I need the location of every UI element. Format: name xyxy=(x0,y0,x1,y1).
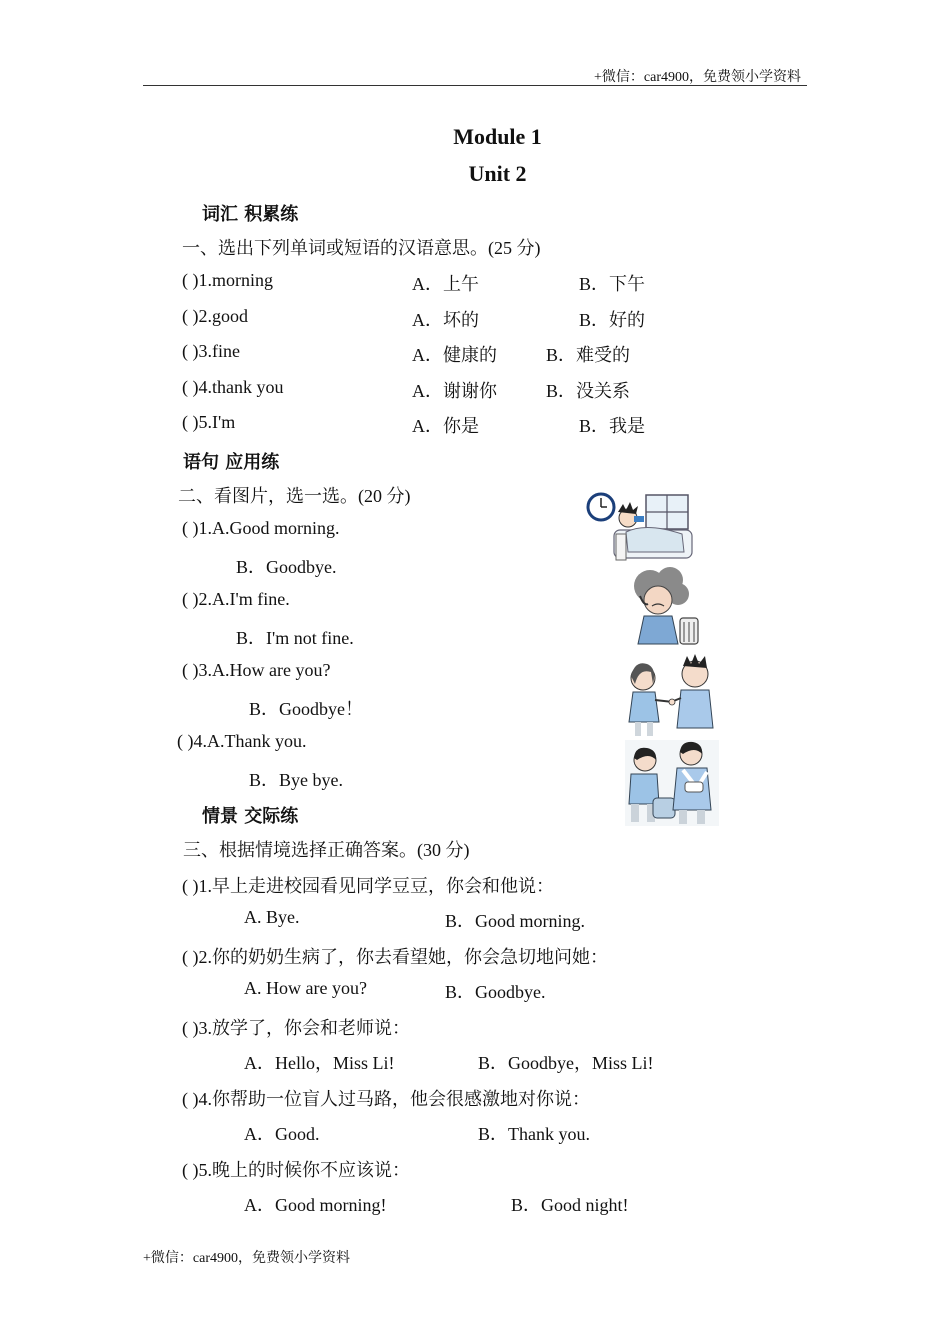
s1-q1-option-a: A．上午 xyxy=(412,274,479,294)
section2-heading: 语句 应用练 xyxy=(183,452,280,473)
s2-q4-option-b: B．Bye bye. xyxy=(249,770,343,790)
section3-instruction: 三、根据情境选择正确答案。(30 分) xyxy=(183,840,470,860)
s3-q4-option-b: B．Thank you. xyxy=(478,1124,590,1144)
s1-q4: ( )4.thank you xyxy=(182,377,284,397)
s1-q4-option-b: B．没关系 xyxy=(546,381,631,401)
s1-q3-option-b: B．难受的 xyxy=(546,345,631,365)
unit-title: Unit 2 xyxy=(468,161,527,186)
s1-q2: ( )2.good xyxy=(182,306,248,326)
s2-q2: ( )2.A.I'm fine. xyxy=(182,589,290,609)
s1-q5-option-b: B．我是 xyxy=(579,416,646,436)
s3-q5: ( )5.晚上的时候你不应该说： xyxy=(182,1160,410,1180)
s3-q3-option-b: B．Goodbye，Miss Li! xyxy=(478,1053,654,1073)
s1-q5-option-a: A．你是 xyxy=(412,416,479,436)
s1-q5: ( )5.I'm xyxy=(182,412,236,432)
section3-heading: 情景 交际练 xyxy=(202,806,299,827)
s2-q3-option-b: B．Goodbye！ xyxy=(249,699,363,719)
greeting-illustration xyxy=(625,650,721,738)
header-watermark: +微信：car4900，免费领小学资料 xyxy=(594,70,801,85)
section1-instruction: 一、选出下列单词或短语的汉语意思。(25 分) xyxy=(182,238,541,258)
wake-up-illustration xyxy=(586,490,694,562)
module-title: Module 1 xyxy=(453,124,542,149)
s2-q4: ( )4.A.Thank you. xyxy=(177,731,307,751)
section2-instruction: 二、看图片，选一选。(20 分) xyxy=(178,486,411,506)
footer-watermark: +微信：car4900，免费领小学资料 xyxy=(143,1251,350,1266)
s2-q2-option-b: B．I'm not fine. xyxy=(236,628,354,648)
s3-q1: ( )1.早上走进校园看见同学豆豆，你会和他说： xyxy=(182,876,554,896)
s3-q3-option-a: A．Hello，Miss Li! xyxy=(244,1053,395,1073)
s3-q4: ( )4.你帮助一位盲人过马路，他会很感激地对你说： xyxy=(182,1089,590,1109)
s2-q1: ( )1.A.Good morning. xyxy=(182,518,340,538)
header-divider xyxy=(143,85,807,86)
s1-q3: ( )3.fine xyxy=(182,341,240,361)
s3-q4-option-a: A．Good. xyxy=(244,1124,320,1144)
s3-q1-option-a: A. Bye. xyxy=(244,907,300,927)
s1-q3-option-a: A．健康的 xyxy=(412,345,497,365)
s1-q1-option-b: B．下午 xyxy=(579,274,646,294)
s3-q2: ( )2.你的奶奶生病了，你去看望她，你会急切地问她： xyxy=(182,947,608,967)
s2-q1-option-b: B．Goodbye. xyxy=(236,557,337,577)
s1-q2-option-a: A．坏的 xyxy=(412,310,479,330)
s1-q2-option-b: B．好的 xyxy=(579,310,646,330)
s3-q3: ( )3.放学了，你会和老师说： xyxy=(182,1018,410,1038)
s3-q5-option-b: B．Good night! xyxy=(511,1195,629,1215)
helping-friend-illustration xyxy=(625,740,719,826)
s2-q3: ( )3.A.How are you? xyxy=(182,660,331,680)
s3-q2-option-a: A. How are you? xyxy=(244,978,367,998)
sick-girl-illustration xyxy=(626,566,702,646)
s1-q4-option-a: A．谢谢你 xyxy=(412,381,497,401)
s3-q5-option-a: A．Good morning! xyxy=(244,1195,387,1215)
s1-q1: ( )1.morning xyxy=(182,270,273,290)
s3-q1-option-b: B．Good morning. xyxy=(445,911,586,931)
section1-heading: 词汇 积累练 xyxy=(202,204,299,225)
s3-q2-option-b: B．Goodbye. xyxy=(445,982,546,1002)
